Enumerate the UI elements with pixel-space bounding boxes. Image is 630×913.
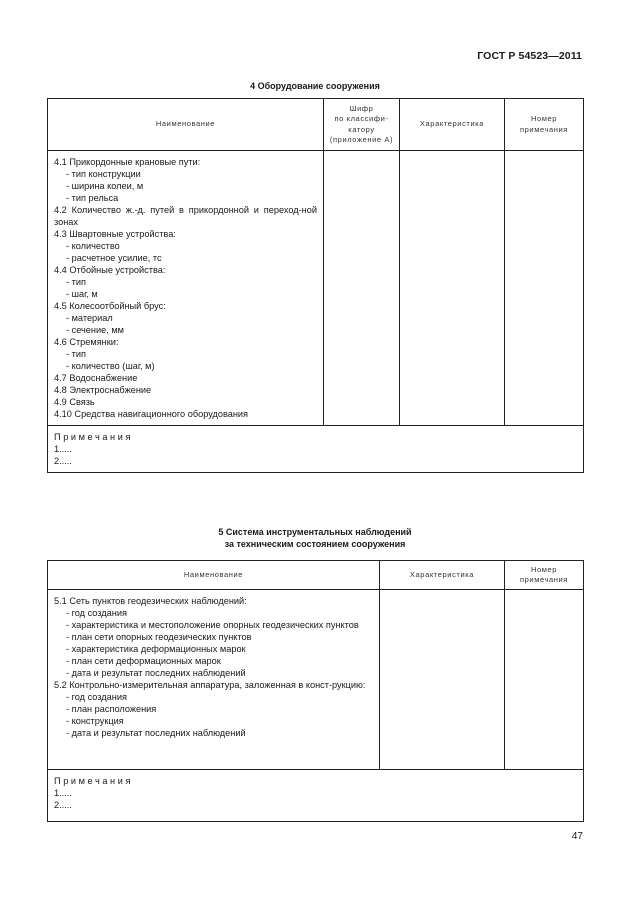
list-item: - ширина колеи, м <box>66 181 144 191</box>
list-item: - план расположения <box>66 704 157 714</box>
list-item: 4.4 Отбойные устройства: <box>54 265 166 275</box>
notes-row <box>48 426 584 473</box>
list-item: - сечение, мм <box>66 325 124 335</box>
list-item: - шаг, м <box>66 289 98 299</box>
list-item: - год создания <box>66 692 127 702</box>
section-5-items-cell <box>48 590 380 770</box>
column-header-characteristic: Характеристика <box>380 561 505 590</box>
list-item: - тип <box>66 349 86 359</box>
notes-line: 2..... <box>54 456 72 466</box>
column-header-note-number: Номер примечания <box>505 99 584 151</box>
list-item: 4.6 Стремянки: <box>54 337 119 347</box>
section-5-title-line-1: 5 Система инструментальных наблюдений <box>218 527 412 537</box>
list-item: - тип рельса <box>66 193 119 203</box>
notes-row <box>48 770 584 822</box>
table-header-row <box>48 99 584 151</box>
document-code: ГОСТ Р 54523—2011 <box>477 50 582 62</box>
list-item: - план сети опорных геодезических пунктов <box>66 632 252 642</box>
list-item: 4.3 Швартовные устройства: <box>54 229 176 239</box>
list-item: 4.2 Количество ж.-д. путей в прикордонной и переход-ной зонах <box>54 205 317 227</box>
note-number-cell <box>505 151 584 426</box>
notes-line: 2..... <box>54 800 72 810</box>
list-item: 5.2 Контрольно-измерительная аппаратура, заложенная в конст-рукцию: <box>54 680 366 690</box>
table-header-row <box>48 561 584 590</box>
list-item: - тип <box>66 277 86 287</box>
list-item: - дата и результат последних наблюдений <box>66 668 246 678</box>
list-item: 4.10 Средства навигационного оборудования <box>54 409 249 419</box>
list-item: - материал <box>66 313 113 323</box>
section-5-notes <box>48 770 584 822</box>
notes-title: Примечания <box>54 432 134 442</box>
notes-title: Примечания <box>54 776 134 786</box>
column-header-code: Шифр по классифи- катору (приложение А) <box>324 99 400 151</box>
section-4-items-cell <box>48 151 324 426</box>
page-number: 47 <box>571 831 583 842</box>
section-4-title: 4 Оборудование сооружения <box>250 81 380 91</box>
list-item: 4.9 Связь <box>54 397 95 407</box>
list-item: - характеристика и местоположение опорных геодезических пунктов <box>66 620 359 630</box>
list-item: 4.5 Колесоотбойный брус: <box>54 301 166 311</box>
note-number-cell <box>505 590 584 770</box>
list-item: - год создания <box>66 608 127 618</box>
column-header-note-number: Номер примечания <box>505 561 584 590</box>
list-item: 4.1 Прикордонные крановые пути: <box>54 157 201 167</box>
characteristic-cell <box>380 590 505 770</box>
list-item: - план сети деформационных марок <box>66 656 221 666</box>
list-item: - дата и результат последних наблюдений <box>66 728 246 738</box>
table-row <box>48 590 584 770</box>
section-5-table <box>47 560 584 822</box>
list-item: - количество (шаг, м) <box>66 361 155 371</box>
notes-line: 1..... <box>54 788 72 798</box>
characteristic-cell <box>400 151 505 426</box>
list-item: 4.7 Водоснабжение <box>54 373 138 383</box>
section-5-title <box>47 526 583 550</box>
list-item: - тип конструкции <box>66 169 141 179</box>
column-header-characteristic: Характеристика <box>400 99 505 151</box>
section-4-table <box>47 98 584 473</box>
column-header-name: Наименование <box>48 99 324 151</box>
section-4-notes <box>48 426 584 473</box>
table-row <box>48 151 584 426</box>
list-item: - количество <box>66 241 120 251</box>
list-item: 4.8 Электроснабжение <box>54 385 152 395</box>
section-5-items-list <box>54 595 373 739</box>
list-item: - расчетное усилие, тс <box>66 253 162 263</box>
section-5-title-line-2: за техническим состоянием сооружения <box>224 539 406 549</box>
column-header-name: Наименование <box>48 561 380 590</box>
notes-line: 1..... <box>54 444 72 454</box>
list-item: - конструкция <box>66 716 124 726</box>
code-cell <box>324 151 400 426</box>
list-item: - характеристика деформационных марок <box>66 644 246 654</box>
section-4-items-list <box>54 156 317 420</box>
list-item: 5.1 Сеть пунктов геодезических наблюдений: <box>54 596 247 606</box>
